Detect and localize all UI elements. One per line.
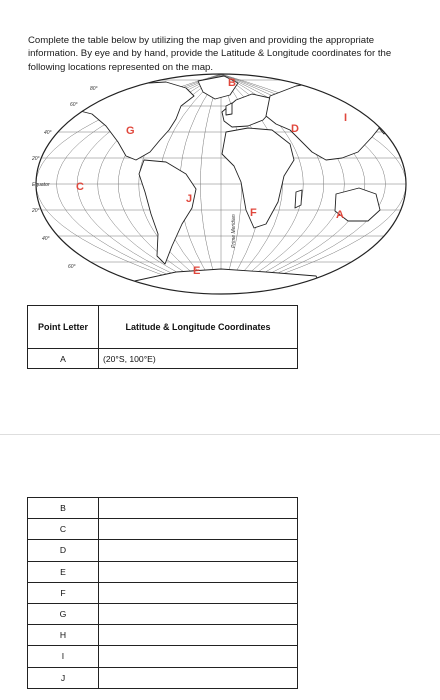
lat-label-80n: 80° [90,86,98,92]
coordinates-cell[interactable] [99,561,298,582]
coordinates-cell[interactable] [99,625,298,646]
coordinates-cell[interactable] [99,667,298,688]
coordinates-cell[interactable] [99,519,298,540]
example-coords: (20°S, 100°E) [99,349,298,369]
point-letter-cell: F [28,582,99,603]
point-letter-cell: E [28,561,99,582]
world-map [26,64,416,310]
point-d: E [193,265,201,277]
lat-label-60s: 60° [68,264,76,270]
coordinates-table [27,497,298,689]
point-letter-cell: J [28,667,99,688]
point-e: D [291,123,299,135]
table-row [28,498,298,519]
table-header-row [28,306,298,349]
lat-label-40s: 40° [42,236,50,242]
header-point-letter: Point Letter [28,306,99,349]
point-letter-cell: H [28,625,99,646]
point-c: C [76,181,84,193]
point-letter-cell: C [28,519,99,540]
example-letter: A [28,349,99,369]
table-row [28,561,298,582]
table-row-example [28,349,298,369]
point-j: J [186,193,193,205]
table-row [28,667,298,688]
point-g: G [126,125,135,137]
table-row [28,625,298,646]
lat-label-40n: 40° [44,130,52,136]
table-row [28,582,298,603]
lat-label-20n: 20° [32,156,40,162]
point-letter-cell: G [28,603,99,624]
island-madagascar [295,190,302,208]
coordinates-cell[interactable] [99,646,298,667]
point-a: A [336,209,344,221]
instructions-text: Complete the table below by utilizing the map given and providing the appropriate information. By eye and by hand, provide the Latitude & Longitude coordinates for the following locations represented on the map. [28,34,392,73]
lat-label-20s: 20° [32,208,40,214]
lat-label-equator: Equator [32,182,50,188]
point-i: I [344,112,348,124]
table-row [28,603,298,624]
section-divider [0,434,440,435]
table-row [28,540,298,561]
point-letter-cell: D [28,540,99,561]
coordinates-cell[interactable] [99,582,298,603]
coordinates-cell[interactable] [99,540,298,561]
table-row [28,646,298,667]
coordinates-table-header [27,305,298,369]
table-row [28,519,298,540]
prime-meridian-label: Prime Meridian [231,214,237,248]
lat-label-60n: 60° [70,102,78,108]
point-f: F [250,207,257,219]
point-letter-cell: B [28,498,99,519]
point-letter-cell: I [28,646,99,667]
point-b: B [228,77,236,89]
coordinates-cell[interactable] [99,498,298,519]
header-coordinates: Latitude & Longitude Coordinates [99,306,298,349]
coordinates-cell[interactable] [99,603,298,624]
